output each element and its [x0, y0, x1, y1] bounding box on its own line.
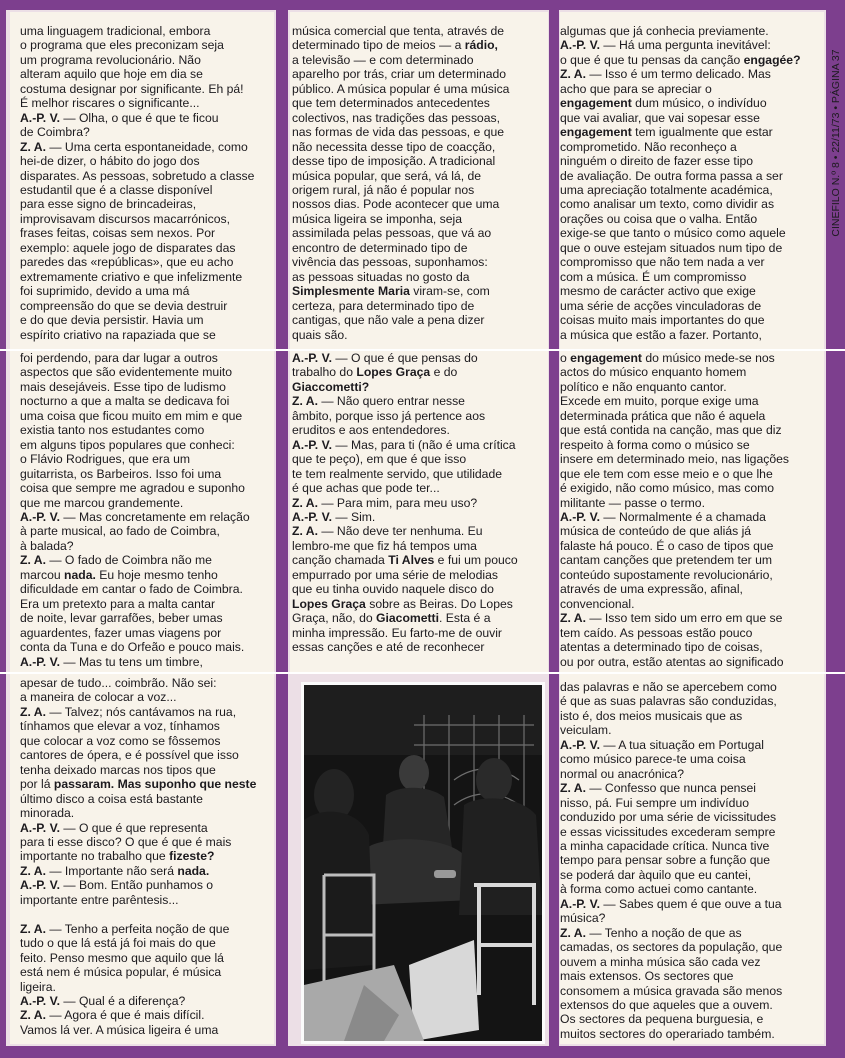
text-line: aguardentes, fazer umas viagens por: [20, 625, 222, 640]
text-line: que o ouve estejam situados num tipo de: [560, 240, 783, 255]
frame-gutter-1: [276, 0, 288, 1058]
text-line: Lopes Graça sobre as Beiras. Do Lopes: [292, 596, 513, 611]
text-line: comprometido. Não reconheço a: [560, 139, 737, 154]
text-line: cantigas, que não vale a pena dizer: [292, 313, 485, 328]
text-line: à parte musical, ao fado de Coimbra,: [20, 524, 220, 539]
text-line: A.-P. V. — Olha, o que é que te ficou: [20, 110, 219, 125]
text-line: e essas vicissitudes excederam sempre: [560, 824, 776, 839]
text-line: Excede em muito, porque exige uma: [560, 394, 759, 409]
text-line: frases feitas, coisas sem nexos. Por: [20, 226, 216, 241]
text-line: é que achas que pode ter...: [292, 481, 440, 496]
text-line: vivência das pessoas, suponhamos:: [292, 255, 488, 270]
text-line: exige-se que tanto o músico como aquele: [560, 226, 786, 241]
text-line: Era um pretexto para a malta cantar: [20, 596, 216, 611]
text-line: ouvem a minha música são cada vez: [560, 954, 761, 969]
text-line: normal ou anacrónica?: [560, 766, 684, 781]
text-line: conta da Tuna e do Orfeão e pouco mais.: [20, 640, 245, 655]
text-line: de Coimbra?: [20, 125, 90, 140]
text-line: Z. A. — Talvez; nós cantávamos na rua,: [20, 704, 237, 719]
text-line: Z. A. — Uma certa espontaneidade, como: [20, 139, 248, 154]
text-line: música ligeira se imponha, seja: [292, 211, 463, 226]
text-line: assimilada pelas pessoas, que vá ao: [292, 226, 492, 241]
text-line: hei-de dizer, o hábito do jogo dos: [20, 154, 200, 169]
text-line: das palavras e não se apercebem como: [560, 680, 777, 694]
column-3-bottom: [560, 674, 824, 1044]
text-line: determinada prática que não é aquela: [560, 408, 766, 423]
text-line: Z. A. — Tenho a noção de que as: [560, 925, 742, 940]
text-line: música popular, que será, vá lá, de: [292, 168, 482, 183]
text-line: extremamente criativo e que infelizmente: [20, 269, 243, 284]
text-line: estudantil que é a classe disponível: [20, 182, 213, 197]
text-line: A.-P. V. — Mas, para ti (não é uma crítica: [292, 437, 516, 452]
text-line: a maneira de colocar a voz...: [20, 690, 177, 705]
text-line: certeza, para determinado tipo de: [292, 298, 475, 313]
text-line: [20, 907, 274, 921]
text-line: ligeira.: [20, 979, 56, 994]
text-line: o que é que tu pensas da canção engagée?: [560, 52, 801, 67]
text-line: aparelho por trás, criar um determinado: [292, 67, 507, 82]
text-line: o Flávio Rodrigues, que era um: [20, 452, 191, 467]
text-line: Z. A. — Tenho a perfeita noção de que: [20, 921, 230, 936]
text-line: música de conteúdo de que aliás já: [560, 524, 752, 539]
text-line: A.-P. V. — Sabes quem é que ouve a tua: [560, 896, 782, 911]
text-line: político e não enquanto cantor.: [560, 379, 727, 394]
text-line: uma apreciação totalmente académica,: [560, 182, 773, 197]
text-line: mais extensos. Os sectores que: [560, 969, 734, 984]
text-line: uma série de acções vinculadoras de: [560, 298, 762, 313]
column-1-bottom: [10, 674, 274, 1044]
text-line: público. A música popular é uma música: [292, 81, 510, 96]
text-line: extensos do que aqueles que a ouvem.: [560, 997, 773, 1012]
column-3-middle: [560, 351, 824, 672]
text-line: A.-P. V. — Mas tu tens um timbre,: [20, 654, 203, 669]
text-line: foi suprimido, devido a uma má: [20, 284, 190, 299]
text-line: como analisar um texto, como dividir as: [560, 197, 775, 212]
text-line: Z. A. — Não deve ter nenhuma. Eu: [292, 524, 483, 539]
scan-seam-1: [0, 349, 845, 351]
text-line: improvisavam discursos macarrónicos,: [20, 211, 230, 226]
text-line: veiculam.: [560, 723, 612, 738]
text-line: um programa revolucionário. Não: [20, 52, 201, 67]
text-line: não necessita desse tipo de coacção,: [292, 139, 496, 154]
text-line: apesar de tudo... coimbrão. Não sei:: [20, 676, 217, 690]
text-line: e do que devia persistir. Havia um: [20, 313, 204, 328]
text-line: mesmo de carácter activo que exige: [560, 284, 756, 299]
text-line: engagement dum músico, o indivíduo: [560, 96, 767, 111]
text-line: orações ou coisa que o valha. Então: [560, 211, 758, 226]
text-line: a minha capacidade crítica. Nunca tive: [560, 838, 770, 853]
text-line: A.-P. V. — Mas concretamente em relação: [20, 509, 250, 524]
text-line: de avaliação. De outra forma passa a ser: [560, 168, 783, 183]
column-2-middle: [290, 351, 548, 672]
text-line: lembro-me que fiz há tempos uma: [292, 538, 477, 553]
text-line: Os sectores da pequena burguesia, e: [560, 1012, 764, 1027]
text-line: importante no trabalho que fizeste?: [20, 849, 215, 864]
column-2-top: [290, 12, 548, 350]
text-line: através de uma expressão, afinal,: [560, 582, 743, 597]
text-line: importante entre parêntesis...: [20, 892, 179, 907]
text-line: A.-P. V. — O que é que representa: [20, 820, 208, 835]
text-line: tínhamos que elevar a voz, tínhamos: [20, 719, 220, 734]
text-line: que te peço), em que é que isso: [292, 452, 467, 467]
text-line: a música que estão a fazer. Portanto,: [560, 327, 762, 342]
text-line: uma linguagem tradicional, embora: [20, 24, 211, 38]
text-line: que eu tinha ouvido naquele disco do: [292, 582, 494, 597]
text-line: te tem realmente servido, que utilidade: [292, 466, 503, 481]
text-line: minha impressão. Eu farto-me de ouvir: [292, 625, 502, 640]
text-line: trabalho do Lopes Graça e do: [292, 365, 458, 380]
text-line: respeito à forma como o músico se: [560, 437, 750, 452]
text-line: em alguns tipos populares que conheci:: [20, 437, 235, 452]
text-line: A.-P. V. — Há uma pergunta inevitável:: [560, 38, 771, 53]
text-line: alteram aquilo que hoje em dia se: [20, 67, 203, 82]
text-line: A.-P. V. — A tua situação em Portugal: [560, 737, 764, 752]
text-line: a televisão — e com determinado: [292, 52, 474, 67]
frame-left: [0, 0, 6, 1058]
text-line: determinado tipo de meios — a rádio,: [292, 38, 498, 53]
text-line: música comercial que tenta, através de: [292, 24, 505, 38]
text-line: eruditos e aos entendedores.: [292, 423, 450, 438]
text-line: militante — passe o termo.: [560, 495, 705, 510]
text-line: disparates. As pessoas, sobretudo a classe: [20, 168, 255, 183]
text-line: nisso, pá. Fui sempre um indivíduo: [560, 795, 749, 810]
text-line: encontro de determinado tipo de: [292, 240, 468, 255]
text-line: que está contida na canção, mas que diz: [560, 423, 782, 438]
text-line: cantores de ópera, e é possível que isso: [20, 748, 239, 763]
text-line: tenha deixado marcas nos tipos que: [20, 762, 216, 777]
text-line: para ti esse disco? O que é que é mais: [20, 834, 232, 849]
text-line: canção chamada Ti Alves e fui um pouco: [292, 553, 518, 568]
page-sidebar-masthead: [829, 8, 843, 278]
text-line: engagement tem igualmente que estar: [560, 125, 773, 140]
text-line: à balada?: [20, 538, 74, 553]
text-line: as pessoas situadas no gosto da: [292, 269, 470, 284]
text-line: por lá passaram. Mas suponho que neste: [20, 777, 257, 792]
text-line: exemplo: aquele jogo de disparates das: [20, 240, 236, 255]
text-line: actos do músico enquanto homem: [560, 365, 747, 380]
text-line: que vai avaliar, que vai sopesar esse: [560, 110, 760, 125]
text-line: A.-P. V. — O que é que pensas do: [292, 351, 478, 365]
text-line: desse tipo de imposição. A tradicional: [292, 154, 496, 169]
text-line: para esse signo de brincadeiras,: [20, 197, 197, 212]
text-line: compreensão do que se devia destruir: [20, 298, 228, 313]
text-line: que ele tem com esse meio e o que lhe: [560, 466, 773, 481]
text-line: coisa que sempre me agradou e suponho: [20, 481, 245, 496]
text-line: Graça, não, do Giacometti. Esta é a: [292, 611, 491, 626]
text-line: está nem é música popular, é música: [20, 965, 222, 980]
text-line: Z. A. — Isso tem sido um erro em que se: [560, 611, 783, 626]
text-line: é que as suas palavras são conduzidas,: [560, 694, 777, 709]
text-line: se poderá dar àquilo que eu cantei,: [560, 867, 752, 882]
text-line: é exigido, não como músico, mas como: [560, 481, 775, 496]
text-line: o programa que eles preconizam seja: [20, 38, 224, 53]
text-line: A.-P. V. — Qual é a diferença?: [20, 993, 186, 1008]
text-line: convencional.: [560, 596, 635, 611]
text-line: Z. A. — Isso é um termo delicado. Mas: [560, 67, 771, 82]
text-line: costuma designar por significante. Eh pá!: [20, 81, 244, 96]
text-line: música?: [560, 911, 606, 926]
text-line: A.-P. V. — Sim.: [292, 509, 376, 524]
text-line: origem rural, já não é popular nos: [292, 182, 475, 197]
text-line: essas canções e até de reconhecer: [292, 640, 485, 655]
text-line: isto é, dos meios musicais que as: [560, 708, 743, 723]
text-line: com a música. É um compromisso: [560, 269, 747, 284]
text-line: tudo o que lá está já foi mais do que: [20, 936, 216, 951]
text-line: guitarrista, os Barbeiros. Isso foi uma: [20, 466, 222, 481]
text-line: feito. Penso mesmo que aquilo que lá: [20, 950, 224, 965]
text-line: Z. A. — Importante não será nada.: [20, 863, 210, 878]
text-line: consomem a música gravada são menos: [560, 983, 783, 998]
text-line: cantam canções que pretendem ter um: [560, 553, 773, 568]
text-line: ou por outra, estão atentas ao significado: [560, 654, 784, 669]
text-line: de noite, levar garrafões, beber umas: [20, 611, 223, 626]
text-line: conteúdo supostamente revolucionário,: [560, 567, 773, 582]
text-line: Z. A. — Para mim, para meu uso?: [292, 495, 478, 510]
text-line: marcou nada. Eu hoje mesmo tenho: [20, 567, 218, 582]
text-line: espírito criativo na rapaziada que se: [20, 327, 216, 342]
frame-top: [0, 0, 845, 10]
text-line: quais são.: [292, 327, 348, 342]
text-line: tempo para pensar sobre a função que: [560, 853, 771, 868]
text-line: nas formas de vida das pessoas, e que: [292, 125, 505, 140]
text-line: foi perdendo, para dar lugar a outros: [20, 351, 218, 365]
text-line: minorada.: [20, 806, 75, 821]
text-line: Simplesmente Maria viram-se, com: [292, 284, 490, 299]
text-line: dificuldade em cantar o fado de Coimbra.: [20, 582, 243, 597]
text-line: aspectos que são evidentemente muito: [20, 365, 233, 380]
text-line: coisas muito mais importantes do que: [560, 313, 765, 328]
text-line: âmbito, porque isso já pertence aos: [292, 408, 486, 423]
text-line: compromisso que não tem nada a ver: [560, 255, 765, 270]
text-line: A.-P. V. — Bom. Então punhamos o: [20, 878, 214, 893]
text-line: como músico parece-te uma coisa: [560, 752, 746, 767]
text-line: Z. A. — Agora é que é mais difícil.: [20, 1008, 205, 1023]
text-line: É melhor riscares o significante...: [20, 96, 200, 111]
text-line: insere em determinado meio, nas ligações: [560, 452, 789, 467]
text-line: paredes das «repúblicas», que eu acho: [20, 255, 234, 270]
frame-bottom: [0, 1046, 845, 1058]
text-line: algumas que já conhecia previamente.: [560, 24, 769, 38]
text-line: muitos sectores do operariado também.: [560, 1026, 775, 1041]
text-line: atentas a determinado tipo de coisas,: [560, 640, 763, 655]
text-line: Giaccometti?: [292, 379, 370, 394]
text-line: Z. A. — O fado de Coimbra não me: [20, 553, 212, 568]
text-line: o engagement do músico mede-se nos: [560, 351, 775, 365]
text-line: Z. A. — Não quero entrar nesse: [292, 394, 465, 409]
scan-seam-2: [0, 672, 845, 674]
column-3-top: [560, 12, 824, 350]
text-line: colectivos, nas tradições das pessoas,: [292, 110, 500, 125]
text-line: que me marcou grandemente.: [20, 495, 184, 510]
text-line: ninguém o direito de fazer esse tipo: [560, 154, 754, 169]
text-line: último disco a coisa está bastante: [20, 791, 203, 806]
text-line: Z. A. — Confesso que nunca pensei: [560, 781, 757, 796]
text-line: mais desejáveis. Esse tipo de ludismo: [20, 379, 226, 394]
column-1-top: [10, 12, 274, 350]
text-line: existia tanto nos estudantes como: [20, 423, 205, 438]
text-line: tem caído. As pessoas estão pouco: [560, 625, 753, 640]
frame-gutter-2: [549, 0, 559, 1058]
text-line: acho que para se apreciar o: [560, 81, 712, 96]
text-line: nocturno a que a malta se dedicava foi: [20, 394, 230, 409]
sidebar-text: CINEFILO N.º 8 • 22/11/73 • PÁGINA 37: [830, 49, 842, 237]
text-line: que colocar a voz como se fôssemos: [20, 733, 221, 748]
text-line: empurrado por uma série de melodias: [292, 567, 498, 582]
text-line: à forma como actuei como cantante.: [560, 882, 758, 897]
text-line: camadas, os sectores da população, que: [560, 940, 783, 955]
text-line: nossos dias. Pode acontecer que uma: [292, 197, 500, 212]
column-1-middle: [10, 351, 274, 672]
interview-photograph: [301, 682, 545, 1044]
text-line: Vamos lá ver. A música ligeira é uma: [20, 1022, 219, 1037]
text-line: conduzido por uma série de vicissitudes: [560, 810, 777, 825]
text-line: uma coisa que ficou muito em mim e que: [20, 408, 243, 423]
text-line: A.-P. V. — Normalmente é a chamada: [560, 509, 766, 524]
text-line: falaste há pouco. É o caso de tipos que: [560, 538, 774, 553]
text-line: que tem determinados antecedentes: [292, 96, 490, 111]
